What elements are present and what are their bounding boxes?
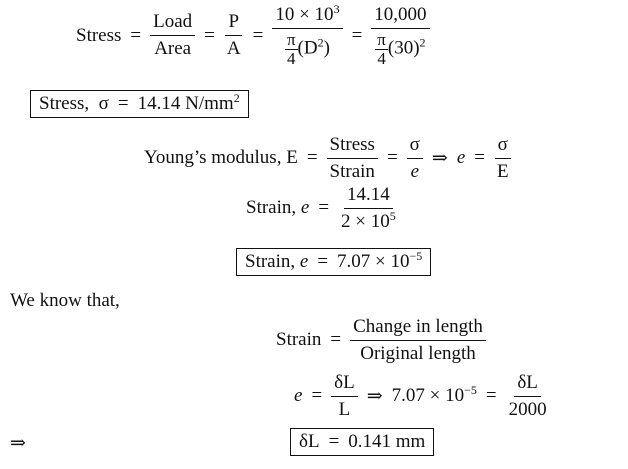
strain-result-label: Strain, <box>245 251 296 272</box>
strain-symbol: e <box>299 251 309 272</box>
diameter-exponent: 2 <box>317 35 324 50</box>
equals-sign: = <box>130 24 142 46</box>
strain-exponent: −5 <box>409 249 423 263</box>
fraction-denominator: A <box>226 38 241 60</box>
change-over-original-fraction <box>350 316 486 365</box>
youngs-modulus-label: Young’s modulus, <box>144 147 282 169</box>
fraction-numerator: σ <box>407 134 423 159</box>
delta-l-over-l-fraction <box>331 372 358 421</box>
denominator-base: 2 × 10 <box>341 210 390 232</box>
fraction-denominator: 2000 <box>508 398 547 420</box>
stress-result-label: Stress, <box>39 93 90 114</box>
e-symbol: E <box>286 147 298 169</box>
fraction-denominator: Original length <box>360 342 476 364</box>
stress-value: 14.14 N/mm <box>137 93 234 114</box>
sigma-over-modulus-fraction <box>494 134 512 183</box>
fraction-numerator: 10,000 <box>371 4 429 29</box>
implies-arrow: ⇒ <box>10 433 26 454</box>
delta-l-over-length-fraction <box>506 372 550 421</box>
strain-symbol: e <box>300 197 310 219</box>
p-over-a-fraction <box>224 11 244 60</box>
fraction-denominator: E <box>496 160 509 182</box>
strain-symbol: e <box>294 385 303 407</box>
equals-sign: = <box>306 147 318 169</box>
sigma-over-e-fraction <box>407 134 423 183</box>
equals-sign: = <box>117 93 129 114</box>
strain-base: 7.07 × 10 <box>391 385 465 407</box>
strain-numeric-value <box>392 385 477 407</box>
fraction-denominator: e <box>410 160 419 182</box>
equals-sign: = <box>474 147 485 169</box>
stress-equation <box>76 4 430 68</box>
strain-label: Strain <box>276 329 322 351</box>
sigma-symbol: σ <box>98 93 109 114</box>
load-over-circle-area-fraction <box>272 4 342 68</box>
boxed-result <box>236 248 431 276</box>
fraction-numerator: δL <box>331 372 358 397</box>
close-paren: ) <box>323 37 330 59</box>
denominator-exponent: 5 <box>389 208 396 223</box>
equals-sign: = <box>330 329 342 351</box>
fraction-denominator: Area <box>154 38 192 60</box>
stress-label: Stress <box>76 24 122 46</box>
equals-sign: = <box>351 24 363 46</box>
implies-arrow: ⇒ <box>431 147 448 169</box>
strain-value: 7.07 × 10 <box>337 251 410 272</box>
equals-sign: = <box>318 197 330 219</box>
numerator-exponent: 3 <box>333 2 340 16</box>
equals-sign: = <box>204 24 215 46</box>
four: 4 <box>377 48 386 68</box>
four: 4 <box>287 48 296 68</box>
equals-sign: = <box>386 147 398 169</box>
we-know-that-text: We know that, <box>10 290 120 311</box>
fraction-numerator: Load <box>150 11 195 36</box>
diameter-exponent: 2 <box>419 35 426 50</box>
pi-over-four <box>375 31 388 68</box>
strain-fraction <box>338 184 399 233</box>
pi-symbol: π <box>377 29 386 49</box>
boxed-result <box>30 90 249 118</box>
numerator-base: 10 × 10 <box>275 4 334 25</box>
delta-l-label: δL <box>299 431 320 452</box>
strain-label: Strain, <box>246 197 297 219</box>
strain-result-box <box>236 248 431 276</box>
fraction-numerator: δL <box>514 372 541 397</box>
fraction-numerator: Stress <box>327 134 378 159</box>
equals-sign: = <box>328 431 340 452</box>
fraction-numerator: Change in length <box>350 316 486 341</box>
fraction-numerator <box>272 4 342 29</box>
elongation-value: 0.141 mm <box>348 431 426 452</box>
equals-sign: = <box>317 251 329 272</box>
equals-sign: = <box>311 385 323 407</box>
numeric-stress-fraction <box>371 4 429 68</box>
elongation-equation <box>294 372 550 421</box>
diameter-value: (30) <box>387 37 420 59</box>
load-over-area-fraction <box>150 11 195 60</box>
unit-exponent: 2 <box>233 91 240 105</box>
implies-arrow: ⇒ <box>366 385 383 407</box>
fraction-denominator: Strain <box>329 160 375 182</box>
diameter-term: (D <box>297 37 318 59</box>
fraction-denominator <box>338 209 399 233</box>
strain-exponent: −5 <box>464 383 477 398</box>
youngs-modulus-equation <box>144 134 512 183</box>
elongation-result-box <box>290 428 434 456</box>
stress-result-box <box>30 90 249 118</box>
strain-calculation <box>246 184 399 233</box>
fraction-denominator <box>372 29 428 68</box>
fraction-denominator <box>282 29 333 68</box>
pi-symbol: π <box>286 29 296 49</box>
fraction-numerator: σ <box>495 134 511 159</box>
strain-symbol: e <box>456 147 466 169</box>
stress-over-strain-fraction <box>327 134 378 183</box>
strain-definition <box>276 316 486 365</box>
boxed-result <box>290 428 434 456</box>
fraction-denominator: L <box>338 398 351 420</box>
pi-over-four <box>285 31 298 68</box>
equals-sign: = <box>485 385 497 407</box>
equals-sign: = <box>252 24 264 46</box>
fraction-numerator: 14.14 <box>344 184 393 209</box>
fraction-numerator: P <box>225 11 242 36</box>
